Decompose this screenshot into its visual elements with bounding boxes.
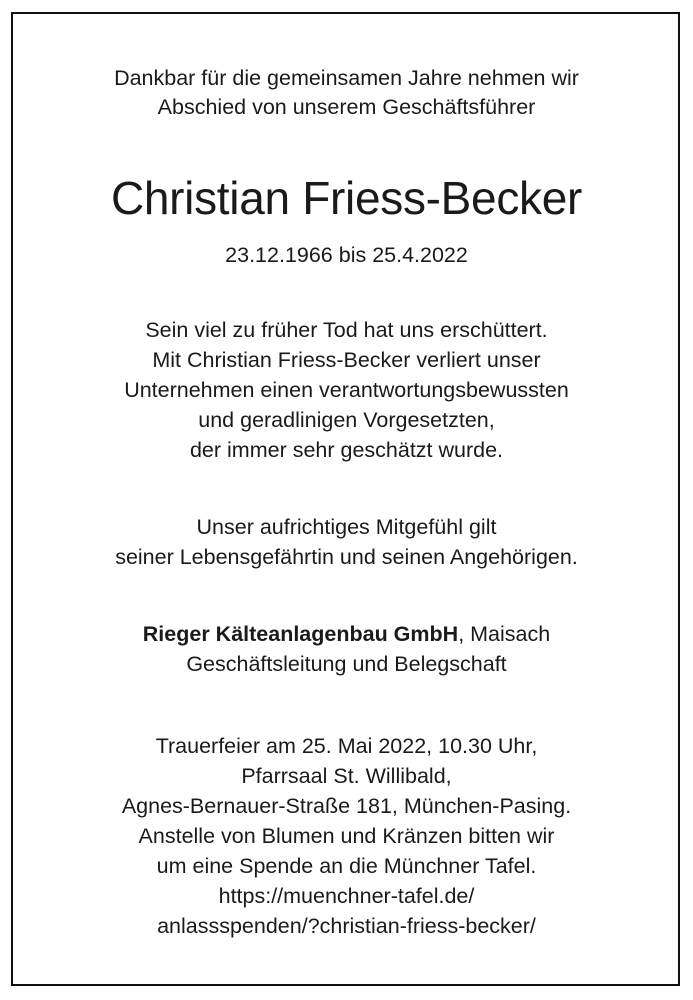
tribute-line: Sein viel zu früher Tod hat uns erschüttert. (145, 318, 548, 342)
company-line (0, 619, 693, 649)
donation-link[interactable]: https://muenchner-tafel.de/ (218, 884, 475, 908)
tribute-text (0, 315, 693, 465)
service-line: Trauerfeier am 25. Mai 2022, 10.30 Uhr, (155, 734, 538, 758)
sympathy-text (0, 512, 693, 572)
company-location: , Maisach (458, 622, 551, 646)
tribute-line: und geradlinigen Vorgesetzten, (198, 408, 495, 432)
sympathy-line: seiner Lebensgefährtin und seinen Angehörigen. (115, 545, 578, 569)
tribute-line: der immer sehr geschätzt wurde. (189, 438, 504, 462)
service-line: Pfarrsaal St. Willibald, (241, 764, 452, 788)
life-dates: 23.12.1966 bis 25.4.2022 (225, 243, 468, 267)
service-line: Anstelle von Blumen und Kränzen bitten wir (138, 824, 555, 848)
intro-text (0, 64, 693, 122)
sympathy-line: Unser aufrichtiges Mitgefühl gilt (196, 515, 497, 539)
intro-line: Dankbar für die gemeinsamen Jahre nehmen wir (114, 66, 579, 90)
service-line: um eine Spende an die Münchner Tafel. (156, 854, 537, 878)
deceased-name: Christian Friess-Becker (110, 172, 583, 224)
funeral-service-info (0, 731, 693, 941)
company-signature (0, 619, 693, 679)
service-line: Agnes-Bernauer-Straße 181, München-Pasing. (121, 794, 572, 818)
donation-link[interactable]: anlassspenden/?christian-friess-becker/ (157, 914, 536, 938)
company-name: Rieger Kälteanlagenbau GmbH (142, 622, 459, 646)
tribute-line: Unternehmen einen verantwortungsbewussten (124, 378, 569, 402)
signatories: Geschäftsleitung und Belegschaft (186, 652, 507, 676)
tribute-line: Mit Christian Friess-Becker verliert unser (152, 348, 541, 372)
intro-line: Abschied von unserem Geschäftsführer (157, 95, 536, 119)
